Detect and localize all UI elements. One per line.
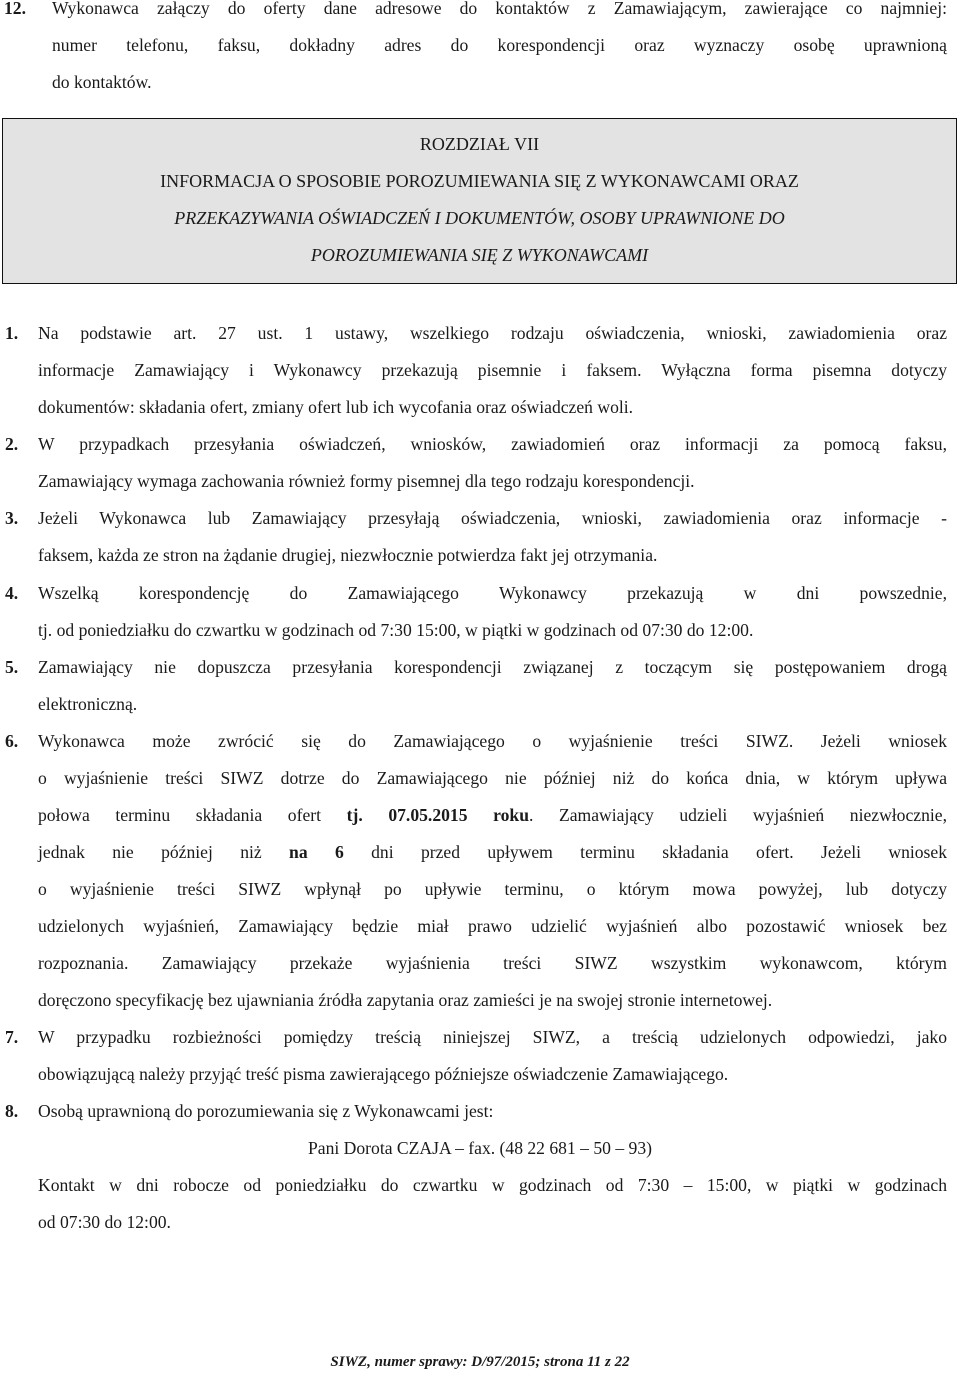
paragraph-line: numer telefonu, faksu, dokładny adres do korespondencji oraz wyznaczy osobę uprawnioną xyxy=(52,35,947,55)
paragraph-line: Osobą uprawnioną do porozumiewania się z Wykonawcami jest: xyxy=(38,1101,494,1121)
paragraph-line: Kontakt w dni robocze od poniedziałku do czwartku w godzinach od 7:30 – 15:00, w piątki w godzinach xyxy=(38,1175,947,1195)
contact-person: Pani Dorota CZAJA – fax. (48 22 681 – 50 – 93) xyxy=(307,1138,653,1158)
item-number: 5. xyxy=(5,657,19,677)
paragraph-line: od 07:30 do 12:00. xyxy=(38,1212,171,1232)
paragraph-line: elektroniczną. xyxy=(38,694,138,714)
item-number: 8. xyxy=(5,1101,19,1121)
paragraph-line: W przypadku rozbieżności pomiędzy treścią niniejszej SIWZ, a treścią udzielonych odpowiedzi, jako xyxy=(38,1027,947,1047)
item-number: 7. xyxy=(5,1027,19,1047)
paragraph-line: Zamawiający wymaga zachowania również formy pisemnej dla tego rodzaju korespondencji. xyxy=(38,471,695,491)
deadline-date: tj. 07.05.2015 roku xyxy=(346,805,529,825)
item-number: 12. xyxy=(4,0,26,18)
item-number: 6. xyxy=(5,731,19,751)
paragraph-line: Wszelką korespondencję do Zamawiającego Wykonawcy przekazują w dni powszednie, xyxy=(38,583,947,603)
item-number: 1. xyxy=(5,323,19,343)
chapter-number: ROZDZIAŁ VII xyxy=(419,134,540,154)
item-number: 3. xyxy=(5,508,19,528)
paragraph-line: udzielonych wyjaśnień, Zamawiający będzie miał prawo udzielić wyjaśnień albo pozostawić wniosek bez xyxy=(38,916,947,936)
chapter-title-line: INFORMACJA O SPOSOBIE POROZUMIEWANIA SIĘ Z WYKONAWCAMI ORAZ xyxy=(160,171,799,191)
paragraph-line: do kontaktów. xyxy=(52,72,152,92)
paragraph-line: Jeżeli Wykonawca lub Zamawiający przesyłają oświadczenia, wnioski, zawiadomienia oraz informacje - xyxy=(38,508,947,528)
paragraph-line: tj. od poniedziałku do czwartku w godzinach od 7:30 15:00, w piątki w godzinach od 07:30 do 12:00. xyxy=(38,620,754,640)
paragraph-line: o wyjaśnienie treści SIWZ dotrze do Zamawiającego nie później niż do końca dnia, w którym upływa xyxy=(38,768,947,788)
paragraph-line: połowa terminu składania ofert tj. 07.05.2015 roku. Zamawiający udzieli wyjaśnień niezwłocznie, xyxy=(38,805,947,825)
paragraph-line: dokumentów: składania ofert, zmiany ofert lub ich wycofania oraz oświadczeń woli. xyxy=(38,397,634,417)
paragraph-line: rozpoznania. Zamawiający przekaże wyjaśnienia treści SIWZ wszystkim wykonawcom, którym xyxy=(38,953,947,973)
chapter-title-line: POROZUMIEWANIA SIĘ Z WYKONAWCAMI xyxy=(310,245,649,265)
paragraph-line: o wyjaśnienie treści SIWZ wpłynął po upływie terminu, o którym mowa powyżej, lub dotyczy xyxy=(38,879,947,899)
paragraph-line: doręczono specyfikację bez ujawniania źródła zapytania oraz zamieści je na swojej stronie internetowej. xyxy=(38,990,773,1010)
paragraph-line: informacje Zamawiający i Wykonawcy przekazują pisemnie i faksem. Wyłączna forma pisemna dotyczy xyxy=(38,360,947,380)
chapter-heading-box xyxy=(2,118,957,284)
paragraph-line: Na podstawie art. 27 ust. 1 ustawy, wszelkiego rodzaju oświadczenia, wnioski, zawiadomienia oraz xyxy=(38,323,947,343)
item-number: 4. xyxy=(5,583,19,603)
days-before: na 6 xyxy=(289,842,344,862)
paragraph-line: jednak nie później niż na 6 dni przed upływem terminu składania ofert. Jeżeli wniosek xyxy=(38,842,948,862)
paragraph-line: obowiązującą należy przyjąć treść pisma zawierającego późniejsze oświadczenie Zamawiającego. xyxy=(38,1064,729,1084)
paragraph-line: W przypadkach przesyłania oświadczeń, wniosków, zawiadomień oraz informacji za pomocą faksu, xyxy=(38,434,947,454)
chapter-title-line: PRZEKAZYWANIA OŚWIADCZEŃ I DOKUMENTÓW, OSOBY UPRAWNIONE DO xyxy=(174,208,785,228)
paragraph-line: Zamawiający nie dopuszcza przesyłania korespondencji związanej z toczącym się postępowaniem drogą xyxy=(38,657,947,677)
paragraph-line: Wykonawca załączy do oferty dane adresowe do kontaktów z Zamawiającym, zawierające co najmniej: xyxy=(52,0,947,18)
paragraph-line: Wykonawca może zwrócić się do Zamawiającego o wyjaśnienie treści SIWZ. Jeżeli wniosek xyxy=(38,731,947,751)
page-footer: SIWZ, numer sprawy: D/97/2015; strona 11 z 22 xyxy=(330,1354,630,1370)
item-number: 2. xyxy=(5,434,19,454)
paragraph-line: faksem, każda ze stron na żądanie drugiej, niezwłocznie potwierdza fakt jej otrzymania. xyxy=(38,545,658,565)
